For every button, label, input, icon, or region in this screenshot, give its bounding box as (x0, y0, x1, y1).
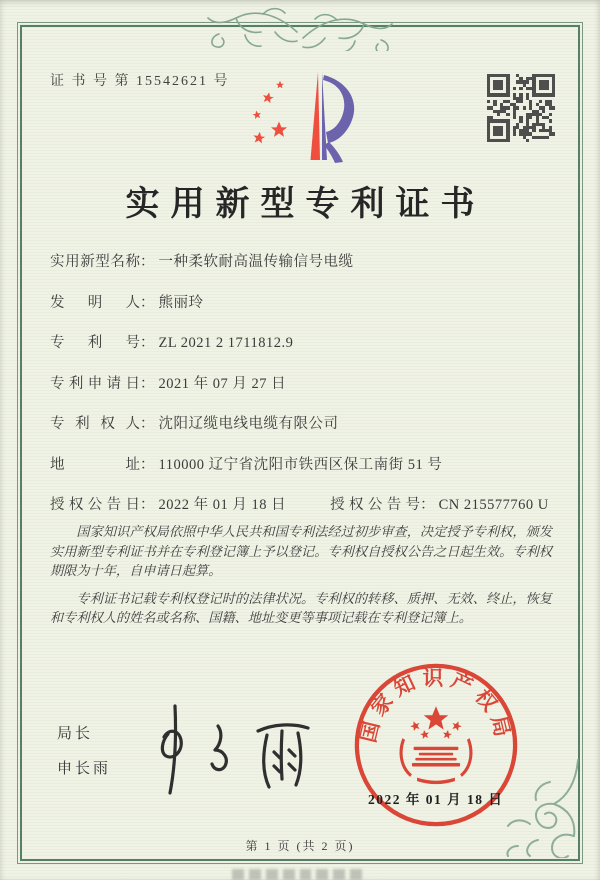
field-row-filing-date (50, 375, 552, 394)
field-row-address (50, 456, 552, 475)
field-row-patent-number (50, 334, 552, 353)
field-row-patentee (50, 415, 552, 434)
signer-block (57, 722, 111, 792)
field-row-name (50, 253, 552, 272)
signer-name: 申长雨 (57, 761, 112, 777)
colon: ： (420, 497, 435, 513)
signer-title: 局长 (57, 726, 94, 742)
field-value-grant-date: 2022 年 01 月 18 日 (158, 497, 287, 513)
signature-script (130, 700, 335, 798)
cutoff-text-fragment (232, 869, 362, 880)
legal-paragraph-2: 专利证书记载专利权登记时的法律状况。专利权的转移、质押、无效、终止，恢复和专利权人的姓名或名称、国籍、地址变更等事项记载在专利登记簿上。 (50, 590, 552, 625)
field-value-address: 110000 辽宁省沈阳市铁西区保工南街 51 号 (158, 456, 443, 473)
field-label: 专利申请日 (50, 375, 140, 392)
legal-text (50, 522, 552, 636)
field-label: 专利号 (50, 335, 140, 351)
field-label: 地址 (50, 456, 140, 473)
colon: ： (140, 294, 155, 311)
field-value-utility-model-name: 一种柔软耐高温传输信号电缆 (158, 254, 354, 270)
field-value-patent-number: ZL 2021 2 1711812.9 (158, 335, 294, 351)
certificate-title: 实用新型专利证书 (125, 186, 486, 223)
colon: ： (140, 375, 155, 392)
colon: ： (140, 456, 155, 473)
field-row-grant (50, 496, 552, 515)
field-value-grant-number: CN 215577760 U (438, 497, 549, 513)
colon: ： (140, 335, 155, 351)
national-emblem (399, 706, 472, 784)
colon: ： (140, 254, 155, 270)
legal-paragraph-1: 国家知识产权局依照中华人民共和国专利法经过初步审查，决定授予专利权，颁发实用新型专利证书并在专利登记簿上予以登记。专利权自授权公告之日起生效。专利权期限为十年，自申请日起算。 (50, 524, 552, 578)
certificate-number: 证 书 号 第 15542621 号 (50, 74, 230, 89)
dragon-ornament-top (205, 5, 395, 51)
field-label: 发明人 (50, 294, 140, 311)
field-list (50, 253, 552, 515)
field-row-inventor (50, 294, 552, 313)
colon: ： (140, 416, 155, 432)
field-label: 专利权人 (50, 416, 140, 432)
field-label: 实用新型名称 (50, 254, 140, 270)
cnipa-logo (235, 66, 365, 168)
qr-code (487, 74, 555, 142)
field-label: 授权公告号 (330, 497, 421, 513)
page-number: 第 1 页 (共 2 页) (245, 839, 355, 853)
field-value-patentee: 沈阳辽缆电线电缆有限公司 (158, 416, 339, 432)
seal-text: 国家知识产权局 (357, 667, 515, 745)
field-value-filing-date: 2021 年 07 月 27 日 (158, 375, 287, 392)
svg-text:国家知识产权局 (357, 667, 515, 745)
field-value-inventor: 熊丽玲 (158, 294, 204, 311)
seal-date: 2022 年 01 月 18 日 (368, 792, 504, 807)
colon: ： (140, 497, 155, 513)
field-label: 授权公告日 (50, 497, 140, 513)
